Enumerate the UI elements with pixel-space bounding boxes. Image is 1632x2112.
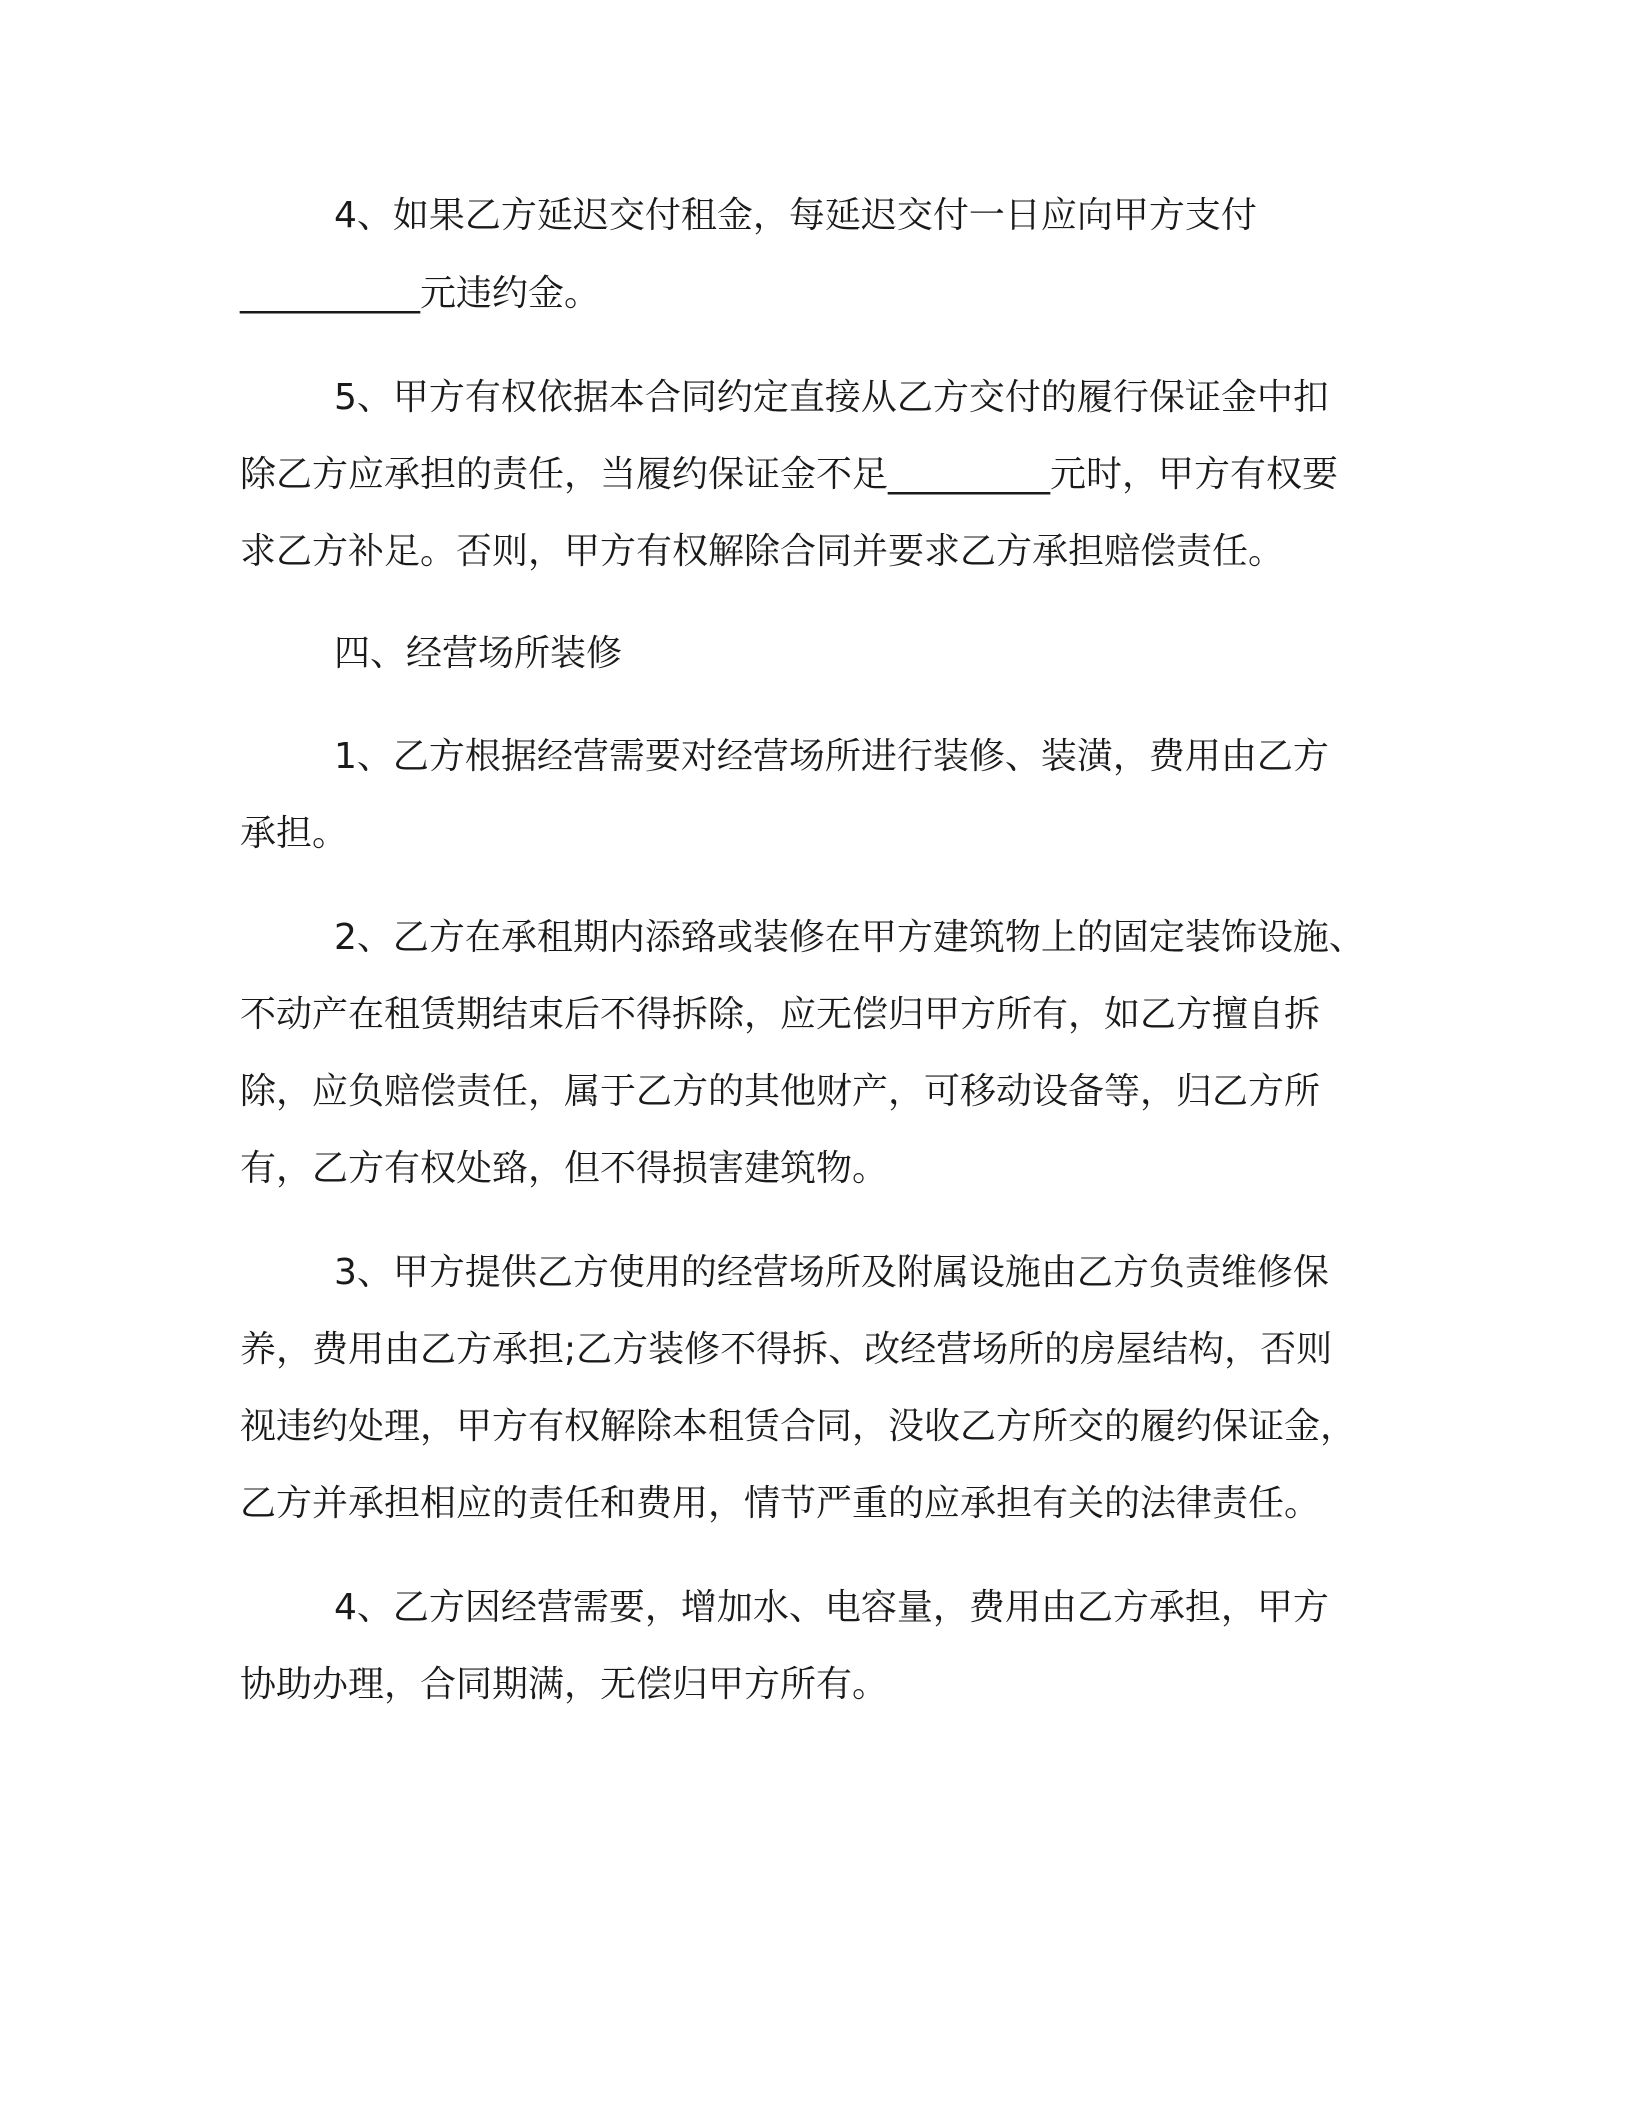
text-line: 1、乙方根据经营需要对经营场所进行装修、装潢，费用由乙方	[334, 736, 1329, 777]
text-line: 求乙方补足。否则，甲方有权解除合同并要求乙方承担赔偿责任。	[240, 531, 1285, 572]
text-line: 不动产在租赁期结束后不得拆除，应无偿归甲方所有，如乙方擅自拆	[240, 994, 1321, 1035]
text-line: 4、乙方因经营需要，增加水、电容量，费用由乙方承担，甲方	[334, 1587, 1329, 1628]
text-line: 5、甲方有权依据本合同约定直接从乙方交付的履行保证金中扣	[334, 377, 1329, 418]
text-line: 养，费用由乙方承担;乙方装修不得拆、改经营场所的房屋结构，否则	[240, 1329, 1333, 1370]
text-line: 视违约处理，甲方有权解除本租赁合同，没收乙方所交的履约保证金，	[240, 1406, 1357, 1447]
section-heading: 四、经营场所装修	[334, 633, 623, 674]
text-line: 协助办理，合同期满，无偿归甲方所有。	[240, 1664, 889, 1705]
text-line: 乙方并承担相应的责任和费用，情节严重的应承担有关的法律责任。	[240, 1483, 1321, 1524]
text-line: 2、乙方在承租期内添臵或装修在甲方建筑物上的固定装饰设施、	[334, 917, 1365, 958]
text-line: 有，乙方有权处臵，但不得损害建筑物。	[240, 1148, 889, 1189]
text-line: 4、如果乙方延迟交付租金，每延迟交付一日应向甲方支付	[334, 195, 1257, 236]
text-line: 3、甲方提供乙方使用的经营场所及附属设施由乙方负责维修保	[334, 1252, 1329, 1293]
text-line: __________元违约金。	[240, 273, 601, 314]
text-line: 除乙方应承担的责任，当履约保证金不足_________元时，甲方有权要	[240, 454, 1339, 495]
text-line: 除，应负赔偿责任，属于乙方的其他财产，可移动设备等，归乙方所	[240, 1071, 1321, 1112]
text-line: 承担。	[240, 813, 349, 854]
